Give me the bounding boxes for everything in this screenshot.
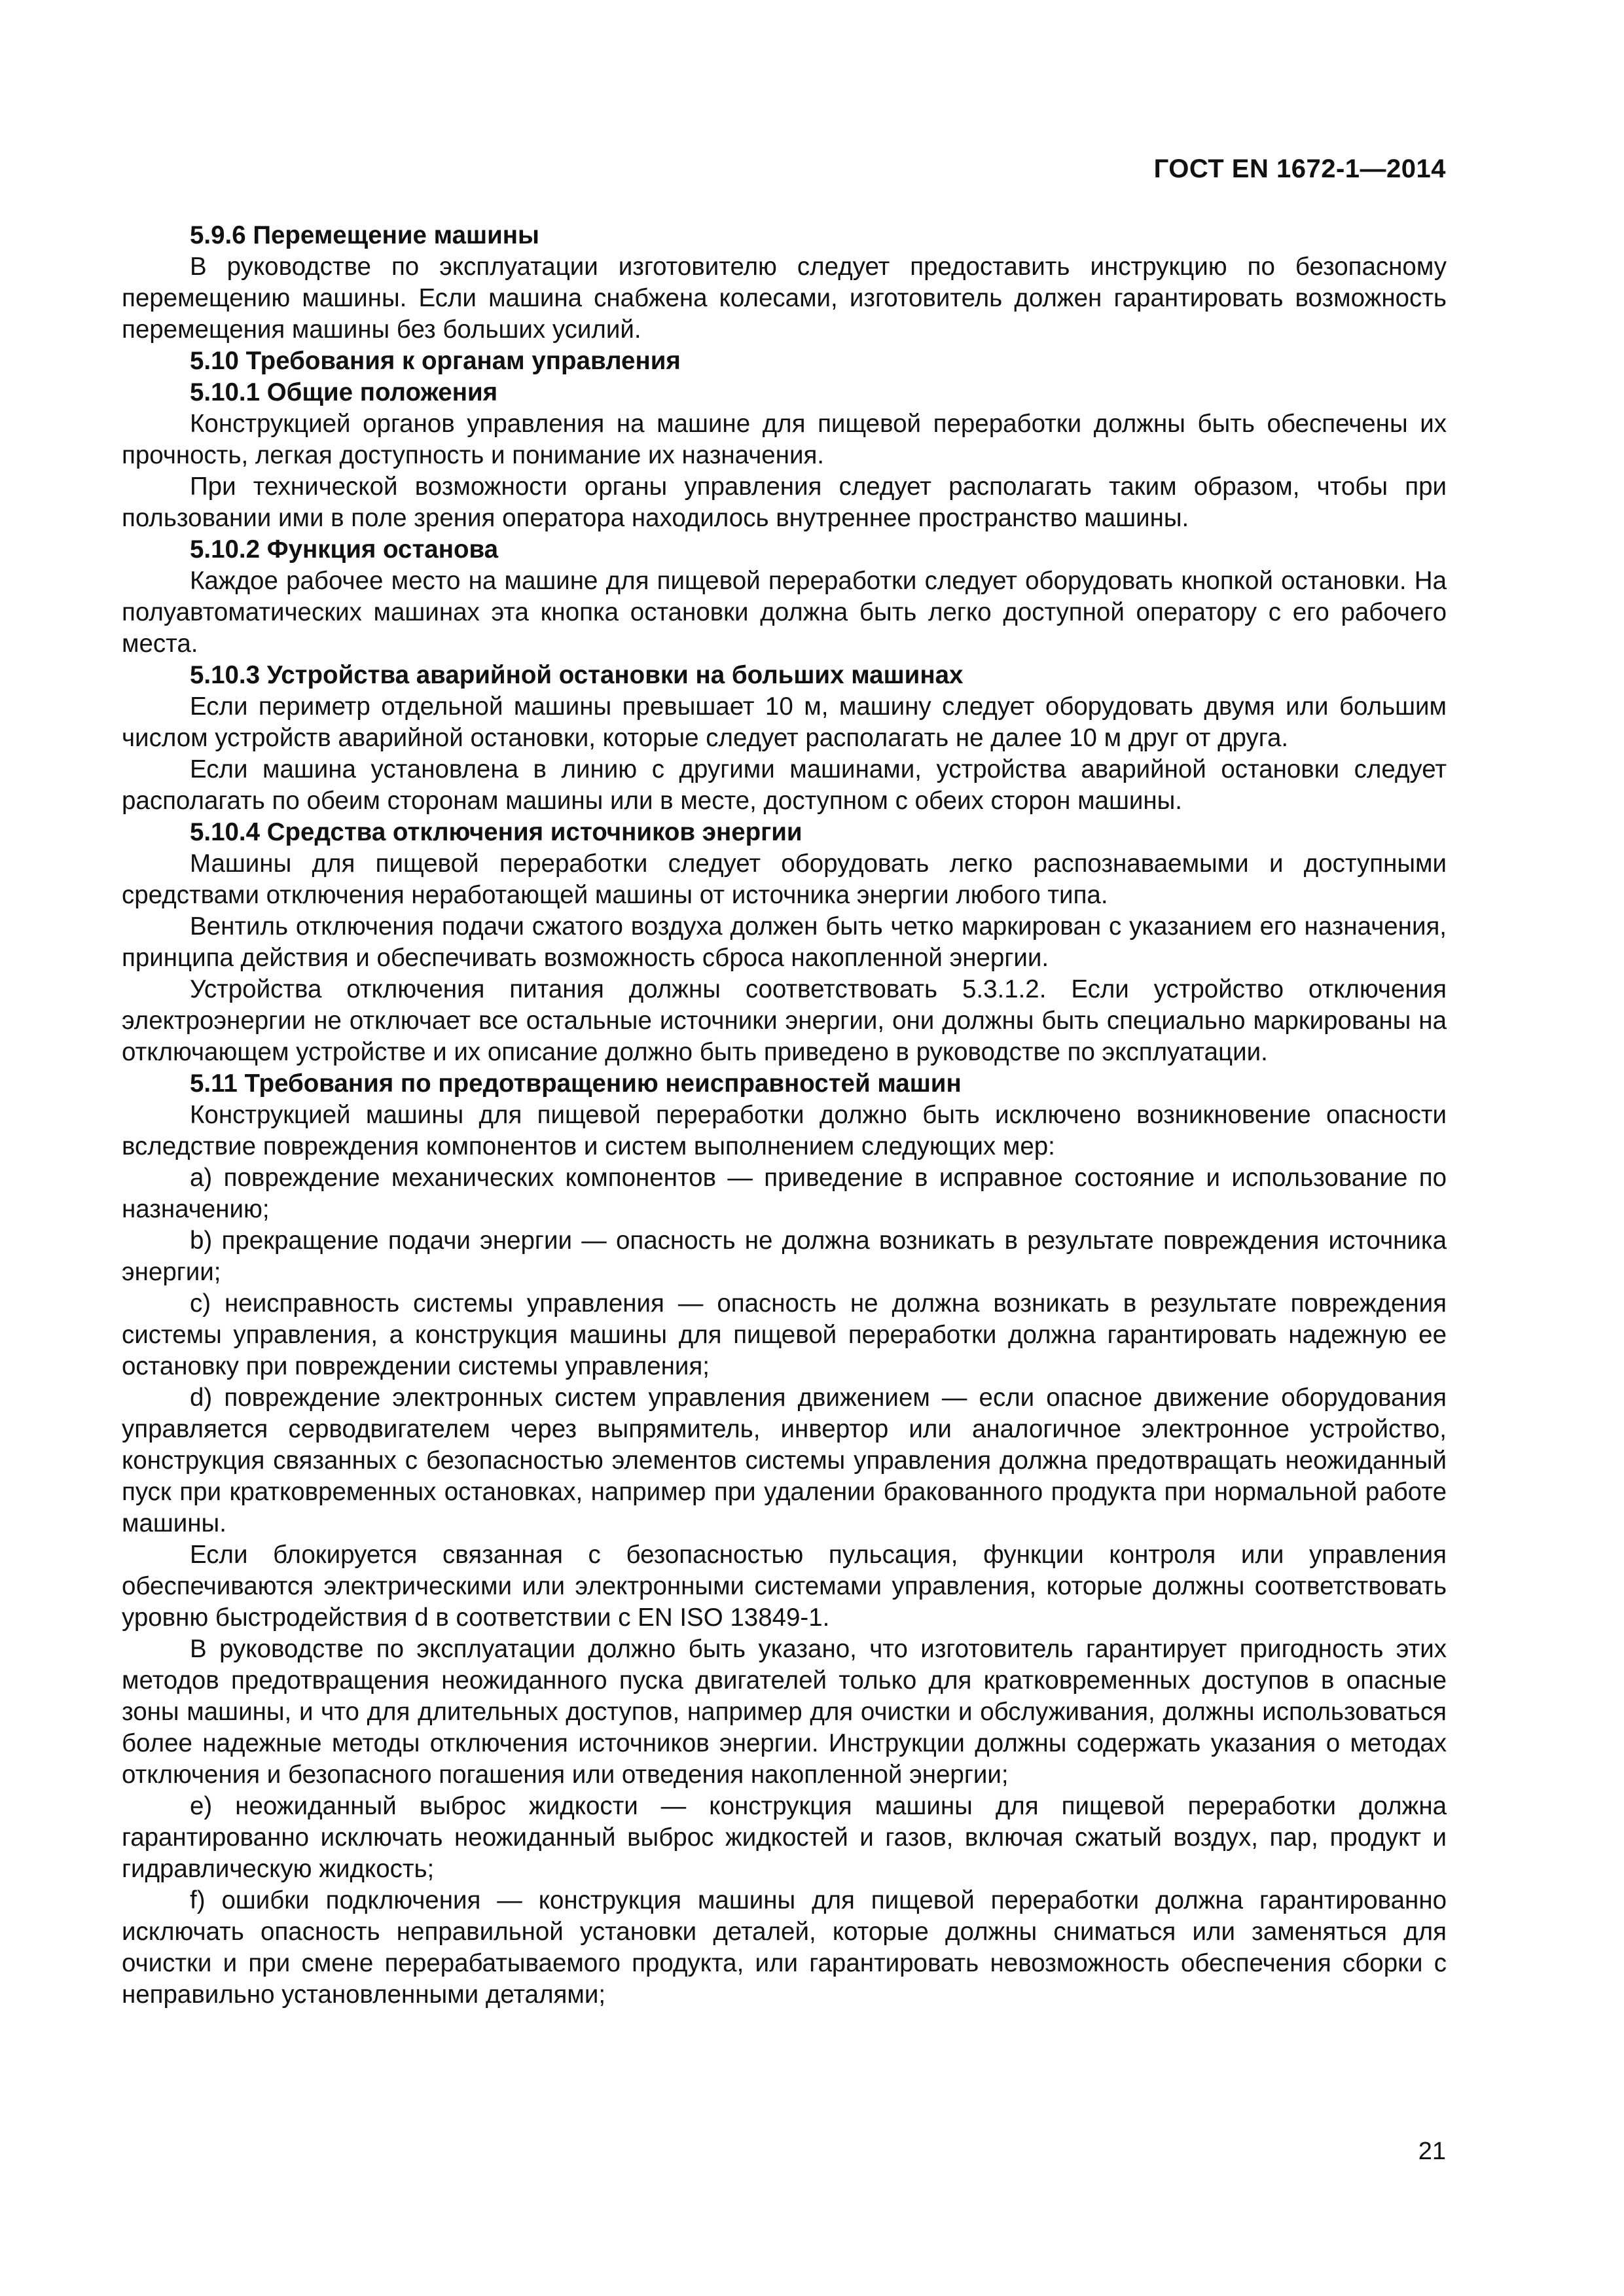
body-paragraph: Машины для пищевой переработки следует оборудовать легко распознаваемыми и доступными средствами отключения неработающей машины от источника энергии любого типа.: [122, 850, 1447, 909]
section-heading: 5.11 Требования по предотвращению неисправностей машин: [190, 1069, 962, 1098]
body-paragraph: Конструкцией органов управления на машине для пищевой переработки должны быть обеспечены их прочность, легкая доступность и понимание их назначения.: [122, 410, 1447, 469]
body-paragraph: Конструкцией машины для пищевой переработки должно быть исключено возникновение опасности вследствие повреждения компонентов и систем выполнением следующих мер:: [122, 1101, 1447, 1160]
section-heading: 5.10.2 Функция останова: [190, 535, 499, 564]
body-paragraph: d) повреждение электронных систем управления движением — если опасное движение оборудования управляется серводвигателем через выпрямитель, инвертор или аналогичное электронное устройство, конструкция связанных с безопасностью элементов системы управления должна предотвращать неожиданный пуск при кратковременных остановках, например при удалении бракованного продукта при нормальной работе машины.: [122, 1384, 1447, 1537]
body-paragraph: Устройства отключения питания должны соответствовать 5.3.1.2. Если устройство отключения электроэнергии не отключает все остальные источники энергии, они должны быть специально маркированы на отключающем устройстве и их описание должно быть приведено в руководстве по эксплуатации.: [122, 975, 1447, 1066]
body-paragraph: Если периметр отдельной машины превышает 10 м, машину следует оборудовать двумя или большим числом устройств аварийной остановки, которые следует располагать не далее 10 м друг от друга.: [122, 692, 1447, 752]
body-paragraph: b) прекращение подачи энергии — опасность не должна возникать в результате повреждения источника энергии;: [122, 1227, 1447, 1286]
section-heading: 5.10.1 Общие положения: [190, 378, 498, 406]
body-paragraph: a) повреждение механических компонентов — приведение в исправное состояние и использование по назначению;: [122, 1164, 1447, 1223]
section-heading: 5.10.4 Средства отключения источников энергии: [190, 818, 803, 846]
body-paragraph: При технической возможности органы управления следует располагать таким образом, чтобы при пользовании ими в поле зрения оператора находилось внутреннее пространство машины.: [122, 473, 1447, 532]
body-paragraph: Вентиль отключения подачи сжатого воздуха должен быть четко маркирован с указанием его назначения, принципа действия и обеспечивать возможность сброса накопленной энергии.: [122, 912, 1447, 972]
section-heading: 5.9.6 Перемещение машины: [190, 221, 539, 249]
body-paragraph: Если блокируется связанная с безопасностью пульсация, функции контроля или управления обеспечиваются электрическими или электронными системами управления, которые должны соответствовать уровню быстродействия d в соответствии с EN ISO 13849-1.: [122, 1541, 1447, 1632]
body-paragraph: Каждое рабочее место на машине для пищевой переработки следует оборудовать кнопкой остановки. На полуавтоматических машинах эта кнопка остановки должна быть легко доступной оператору с его рабочего места.: [122, 567, 1447, 658]
body-paragraph: Если машина установлена в линию с другими машинами, устройства аварийной остановки следует располагать по обеим сторонам машины или в месте, доступном с обеих сторон машины.: [122, 755, 1447, 815]
section-heading: 5.10.3 Устройства аварийной остановки на больших машинах: [190, 661, 964, 689]
document-body: [122, 220, 1447, 2011]
document-header: ГОСТ EN 1672-1—2014: [1153, 154, 1446, 183]
page-number: 21: [1418, 2138, 1446, 2165]
section-heading: 5.10 Требования к органам управления: [190, 347, 681, 375]
body-paragraph: f) ошибки подключения — конструкция машины для пищевой переработки должна гарантированно исключать опасность неправильной установки деталей, которые должны сниматься или заменяться для очистки и при смене перерабатываемого продукта, или гарантировать невозможность обеспечения сборки с неправильно установленными деталями;: [122, 1886, 1447, 2009]
body-paragraph: e) неожиданный выброс жидкости — конструкция машины для пищевой переработки должна гарантированно исключать неожиданный выброс жидкостей и газов, включая сжатый воздух, пар, продукт и гидравлическую жидкость;: [122, 1792, 1447, 1883]
body-paragraph: c) неисправность системы управления — опасность не должна возникать в результате повреждения системы управления, а конструкция машины для пищевой переработки должна гарантировать надежную ее остановку при повреждении системы управления;: [122, 1289, 1447, 1380]
body-paragraph: В руководстве по эксплуатации изготовителю следует предоставить инструкцию по безопасному перемещению машины. Если машина снабжена колесами, изготовитель должен гарантировать возможность перемещения машины без больших усилий.: [122, 253, 1447, 344]
body-paragraph: В руководстве по эксплуатации должно быть указано, что изготовитель гарантирует пригодность этих методов предотвращения неожиданного пуска двигателей только для кратковременных доступов в опасные зоны машины, и что для длительных доступов, например для очистки и обслуживания, должны использоваться более надежные методы отключения источников энергии. Инструкции должны содержать указания о методах отключения и безопасного погашения или отведения накопленной энергии;: [122, 1635, 1447, 1789]
